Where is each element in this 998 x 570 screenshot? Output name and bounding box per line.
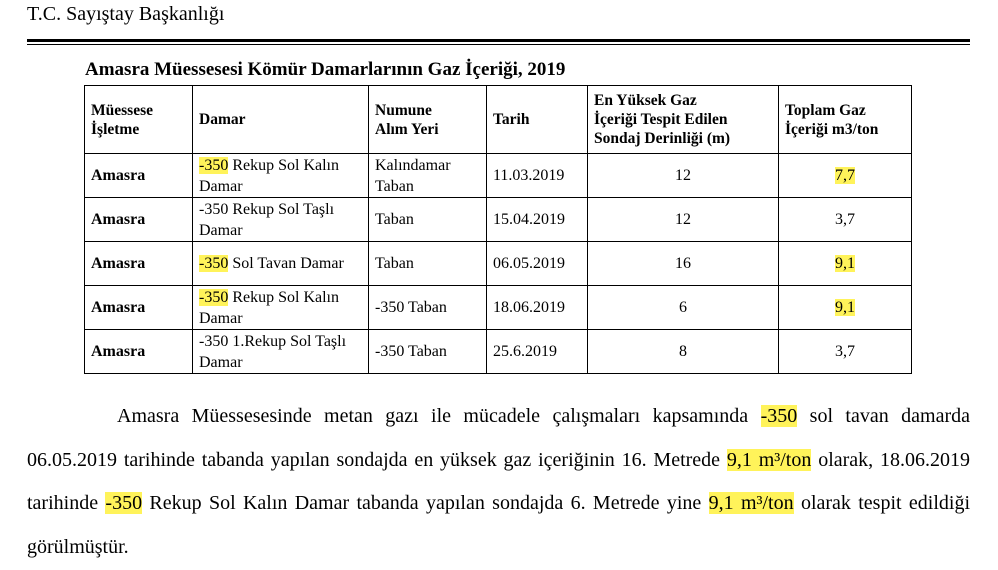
cell-tarih: 18.06.2019 — [487, 286, 588, 330]
table-header-row — [85, 86, 912, 154]
cell-tarih: 11.03.2019 — [487, 154, 588, 198]
para-text-4: Rekup Sol Kalın Damar tabanda yapılan sondajda 6. Metrede yine — [142, 492, 709, 514]
gaz-value: 3,7 — [835, 343, 855, 360]
para-text-2: sol tavan damarda 06.05.2019 tarihinde tabanda yapılan sondajda en yüksek gaz içeriğinin 16. Metrede — [27, 405, 971, 471]
column-header — [193, 86, 369, 154]
table-row — [85, 154, 912, 198]
column-header-line: Toplam Gaz — [785, 101, 866, 119]
cell-numune: -350 Taban — [369, 286, 487, 330]
damar-depth: -350 — [199, 255, 229, 272]
gaz-value: 9,1 — [835, 299, 855, 316]
cell-isletme: Amasra — [85, 286, 193, 330]
header-rule-thick — [27, 39, 970, 42]
table-row — [85, 286, 912, 330]
cell-gaz — [779, 242, 912, 286]
cell-numune: Taban — [369, 198, 487, 242]
cell-numune: Taban — [369, 242, 487, 286]
cell-isletme: Amasra — [85, 198, 193, 242]
cell-derinlik: 16 — [588, 242, 779, 286]
damar-depth: -350 — [199, 156, 229, 174]
cell-tarih: 25.6.2019 — [487, 330, 588, 374]
para-highlight-2: 9,1 m³/ton — [726, 448, 812, 471]
cell-derinlik: 12 — [588, 198, 779, 242]
damar-name: Rekup Sol Kalın Damar — [199, 288, 339, 327]
column-header-line: En Yüksek Gaz — [594, 92, 697, 109]
column-header — [779, 86, 912, 154]
cell-isletme: Amasra — [85, 242, 193, 286]
cell-isletme: Amasra — [85, 330, 193, 374]
cell-damar — [193, 330, 369, 374]
damar-name: Sol Tavan Damar — [228, 255, 344, 272]
column-header — [85, 86, 193, 154]
para-highlight-4: 9,1 m³/ton — [708, 492, 794, 514]
table-row — [85, 198, 912, 242]
gaz-value: 3,7 — [835, 211, 855, 228]
table-row — [85, 330, 912, 374]
column-header-line: İşletme — [91, 120, 140, 138]
cell-damar — [193, 154, 369, 198]
gaz-value: 7,7 — [835, 167, 855, 184]
cell-gaz — [779, 286, 912, 330]
cell-damar — [193, 198, 369, 242]
header-rule-thin — [27, 44, 970, 45]
column-header-line: Numune — [375, 101, 432, 119]
damar-depth: -350 — [199, 200, 229, 218]
cell-isletme: Amasra — [85, 154, 193, 198]
cell-gaz — [779, 198, 912, 242]
body-paragraph — [27, 395, 970, 569]
column-header — [487, 86, 588, 154]
cell-tarih: 15.04.2019 — [487, 198, 588, 242]
cell-gaz — [779, 154, 912, 198]
column-header — [369, 86, 487, 154]
cell-derinlik: 8 — [588, 330, 779, 374]
para-highlight-1: -350 — [760, 405, 798, 427]
cell-damar — [193, 242, 369, 286]
cell-numune: Kalındamar Taban — [369, 154, 487, 198]
para-text-1: Amasra Müessesesinde metan gazı ile mücadele çalışmaları kapsamında — [117, 405, 761, 427]
column-header-line: İçeriği m3/ton — [785, 120, 879, 138]
gas-content-table — [84, 85, 912, 374]
damar-depth: -350 — [199, 332, 229, 350]
table-title: Amasra Müessesesi Kömür Damarlarının Gaz İçeriği, 2019 — [85, 59, 566, 80]
column-header-line: Sondaj Derinliği (m) — [594, 130, 731, 147]
column-header — [588, 86, 779, 154]
damar-name: Rekup Sol Kalın Damar — [199, 156, 339, 195]
gaz-value: 9,1 — [835, 255, 855, 272]
table-body — [85, 154, 912, 374]
page-header: T.C. Sayıştay Başkanlığı — [27, 3, 225, 25]
damar-name: Rekup Sol Taşlı Damar — [199, 200, 335, 239]
damar-depth: -350 — [199, 288, 229, 306]
cell-derinlik: 6 — [588, 286, 779, 330]
column-header-line: Damar — [199, 111, 246, 128]
cell-numune: -350 Taban — [369, 330, 487, 374]
cell-gaz — [779, 330, 912, 374]
column-header-line: Alım Yeri — [375, 120, 439, 138]
cell-damar — [193, 286, 369, 330]
column-header-line: Müessese — [91, 101, 153, 119]
damar-name: 1.Rekup Sol Taşlı Damar — [199, 332, 347, 371]
para-highlight-3: -350 — [105, 492, 143, 514]
para-text-5: olarak tespit edildiği görülmüştür. — [27, 492, 971, 558]
table-row — [85, 242, 912, 286]
column-header-line: İçeriği Tespit Edilen — [594, 111, 728, 128]
para-text-3: olarak, 18.06.2019 tarihinde — [27, 448, 970, 514]
column-header-line: Tarih — [493, 111, 530, 128]
cell-derinlik: 12 — [588, 154, 779, 198]
cell-tarih: 06.05.2019 — [487, 242, 588, 286]
